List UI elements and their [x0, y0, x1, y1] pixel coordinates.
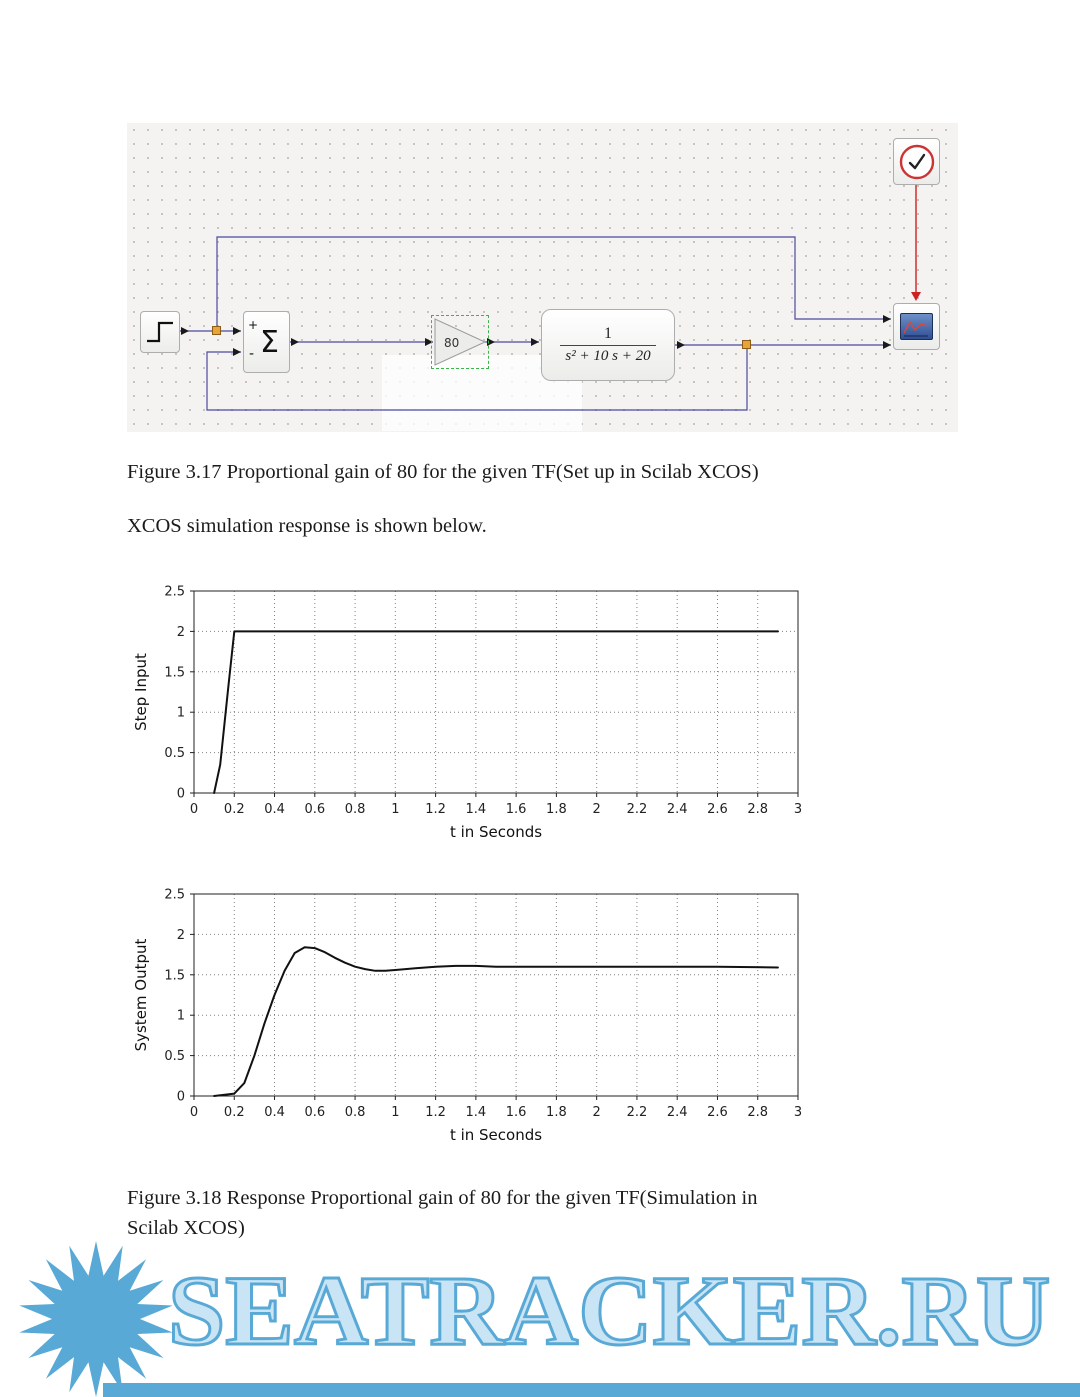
svg-text:0.5: 0.5 — [164, 746, 185, 762]
step-input-chart — [130, 575, 830, 847]
sigma-symbol: Σ — [260, 324, 279, 360]
svg-text:1.5: 1.5 — [164, 665, 185, 681]
svg-text:2: 2 — [176, 624, 185, 640]
port-arrow-icon — [883, 341, 891, 349]
clock-arrow-icon — [911, 292, 921, 301]
svg-text:2: 2 — [592, 802, 601, 817]
svg-text:1: 1 — [176, 705, 185, 721]
svg-text:1: 1 — [176, 1008, 185, 1024]
clock-icon — [895, 140, 939, 184]
gain-value-label: 80 — [444, 336, 460, 350]
svg-text:0.5: 0.5 — [164, 1049, 185, 1065]
svg-text:2.6: 2.6 — [707, 802, 728, 817]
transfer-function-block — [541, 309, 675, 381]
scope-block — [893, 303, 940, 350]
tf-fraction-line — [560, 345, 656, 346]
svg-text:0.8: 0.8 — [344, 1105, 366, 1120]
svg-text:2.2: 2.2 — [626, 1105, 648, 1120]
port-arrow-icon — [181, 327, 189, 335]
port-arrow-icon — [291, 338, 299, 346]
link-junction — [742, 340, 751, 349]
svg-text:1.2: 1.2 — [425, 1105, 446, 1120]
svg-text:2: 2 — [176, 927, 185, 943]
figure-318-caption-line1: Figure 3.18 Response Proportional gain of 80 for the given TF(Simulation in — [127, 1187, 758, 1209]
svg-text:2.2: 2.2 — [626, 802, 648, 817]
sun-logo-icon — [6, 1240, 186, 1397]
figure-317-caption: Figure 3.17 Proportional gain of 80 for the given TF(Set up in Scilab XCOS) — [127, 461, 759, 483]
port-arrow-icon — [531, 338, 539, 346]
xcos-diagram-figure — [127, 123, 958, 432]
svg-text:2: 2 — [592, 1105, 601, 1120]
svg-text:2.6: 2.6 — [707, 1105, 728, 1120]
port-arrow-icon — [233, 348, 241, 356]
watermark-text: SEATRACKER.RU — [168, 1255, 1051, 1367]
svg-text:1.4: 1.4 — [465, 802, 487, 817]
svg-text:0: 0 — [189, 1105, 199, 1120]
step-input-block — [140, 311, 180, 353]
sum-block — [243, 311, 290, 373]
port-arrow-icon — [883, 315, 891, 323]
svg-text:1.6: 1.6 — [505, 1105, 527, 1120]
svg-text:1: 1 — [391, 802, 400, 817]
svg-text:0: 0 — [176, 1089, 185, 1105]
svg-text:0.6: 0.6 — [304, 802, 326, 817]
svg-text:t in Seconds: t in Seconds — [449, 823, 543, 841]
diagram-wires — [127, 123, 958, 432]
svg-text:Step Input: Step Input — [132, 653, 150, 731]
svg-text:t in Seconds: t in Seconds — [449, 1126, 543, 1144]
svg-text:0.4: 0.4 — [264, 802, 285, 817]
svg-text:3: 3 — [793, 1105, 803, 1120]
sum-plus-sign: + — [248, 318, 259, 332]
system-output-chart — [130, 878, 830, 1150]
svg-text:1: 1 — [391, 1105, 400, 1120]
svg-text:0.2: 0.2 — [223, 1105, 245, 1120]
figure-318-caption-line2: Scilab XCOS) — [127, 1217, 245, 1239]
svg-text:2.5: 2.5 — [164, 584, 185, 600]
link-junction — [212, 326, 221, 335]
svg-text:1.8: 1.8 — [546, 1105, 567, 1120]
svg-text:0.8: 0.8 — [344, 802, 366, 817]
watermark-bar — [103, 1383, 1080, 1397]
port-arrow-icon — [677, 341, 685, 349]
svg-text:1.4: 1.4 — [465, 1105, 487, 1120]
svg-text:0.6: 0.6 — [304, 1105, 326, 1120]
gain-block — [431, 315, 489, 369]
svg-text:1.8: 1.8 — [546, 802, 567, 817]
svg-text:2.5: 2.5 — [164, 887, 185, 903]
svg-text:2.4: 2.4 — [666, 1105, 688, 1120]
tf-denominator: s² + 10 s + 20 — [565, 348, 651, 364]
svg-text:0.2: 0.2 — [223, 802, 245, 817]
svg-text:1.5: 1.5 — [164, 968, 185, 984]
svg-text:1.6: 1.6 — [505, 802, 527, 817]
figure-318-caption — [127, 1183, 1007, 1243]
svg-text:2.4: 2.4 — [666, 802, 688, 817]
svg-text:2.8: 2.8 — [747, 802, 769, 817]
svg-text:2.8: 2.8 — [747, 1105, 769, 1120]
clock-block — [893, 138, 940, 185]
step-icon — [141, 312, 179, 352]
sum-minus-sign: - — [249, 346, 255, 362]
port-arrow-icon — [233, 327, 241, 335]
tf-numerator: 1 — [604, 325, 612, 342]
svg-text:3: 3 — [793, 802, 803, 817]
scope-screen-icon — [900, 313, 933, 340]
svg-text:0.4: 0.4 — [264, 1105, 285, 1120]
svg-text:0: 0 — [189, 802, 199, 817]
svg-text:1.2: 1.2 — [425, 802, 446, 817]
svg-text:0: 0 — [176, 786, 185, 802]
body-text: XCOS simulation response is shown below. — [127, 515, 487, 537]
svg-text:System Output: System Output — [132, 938, 150, 1052]
